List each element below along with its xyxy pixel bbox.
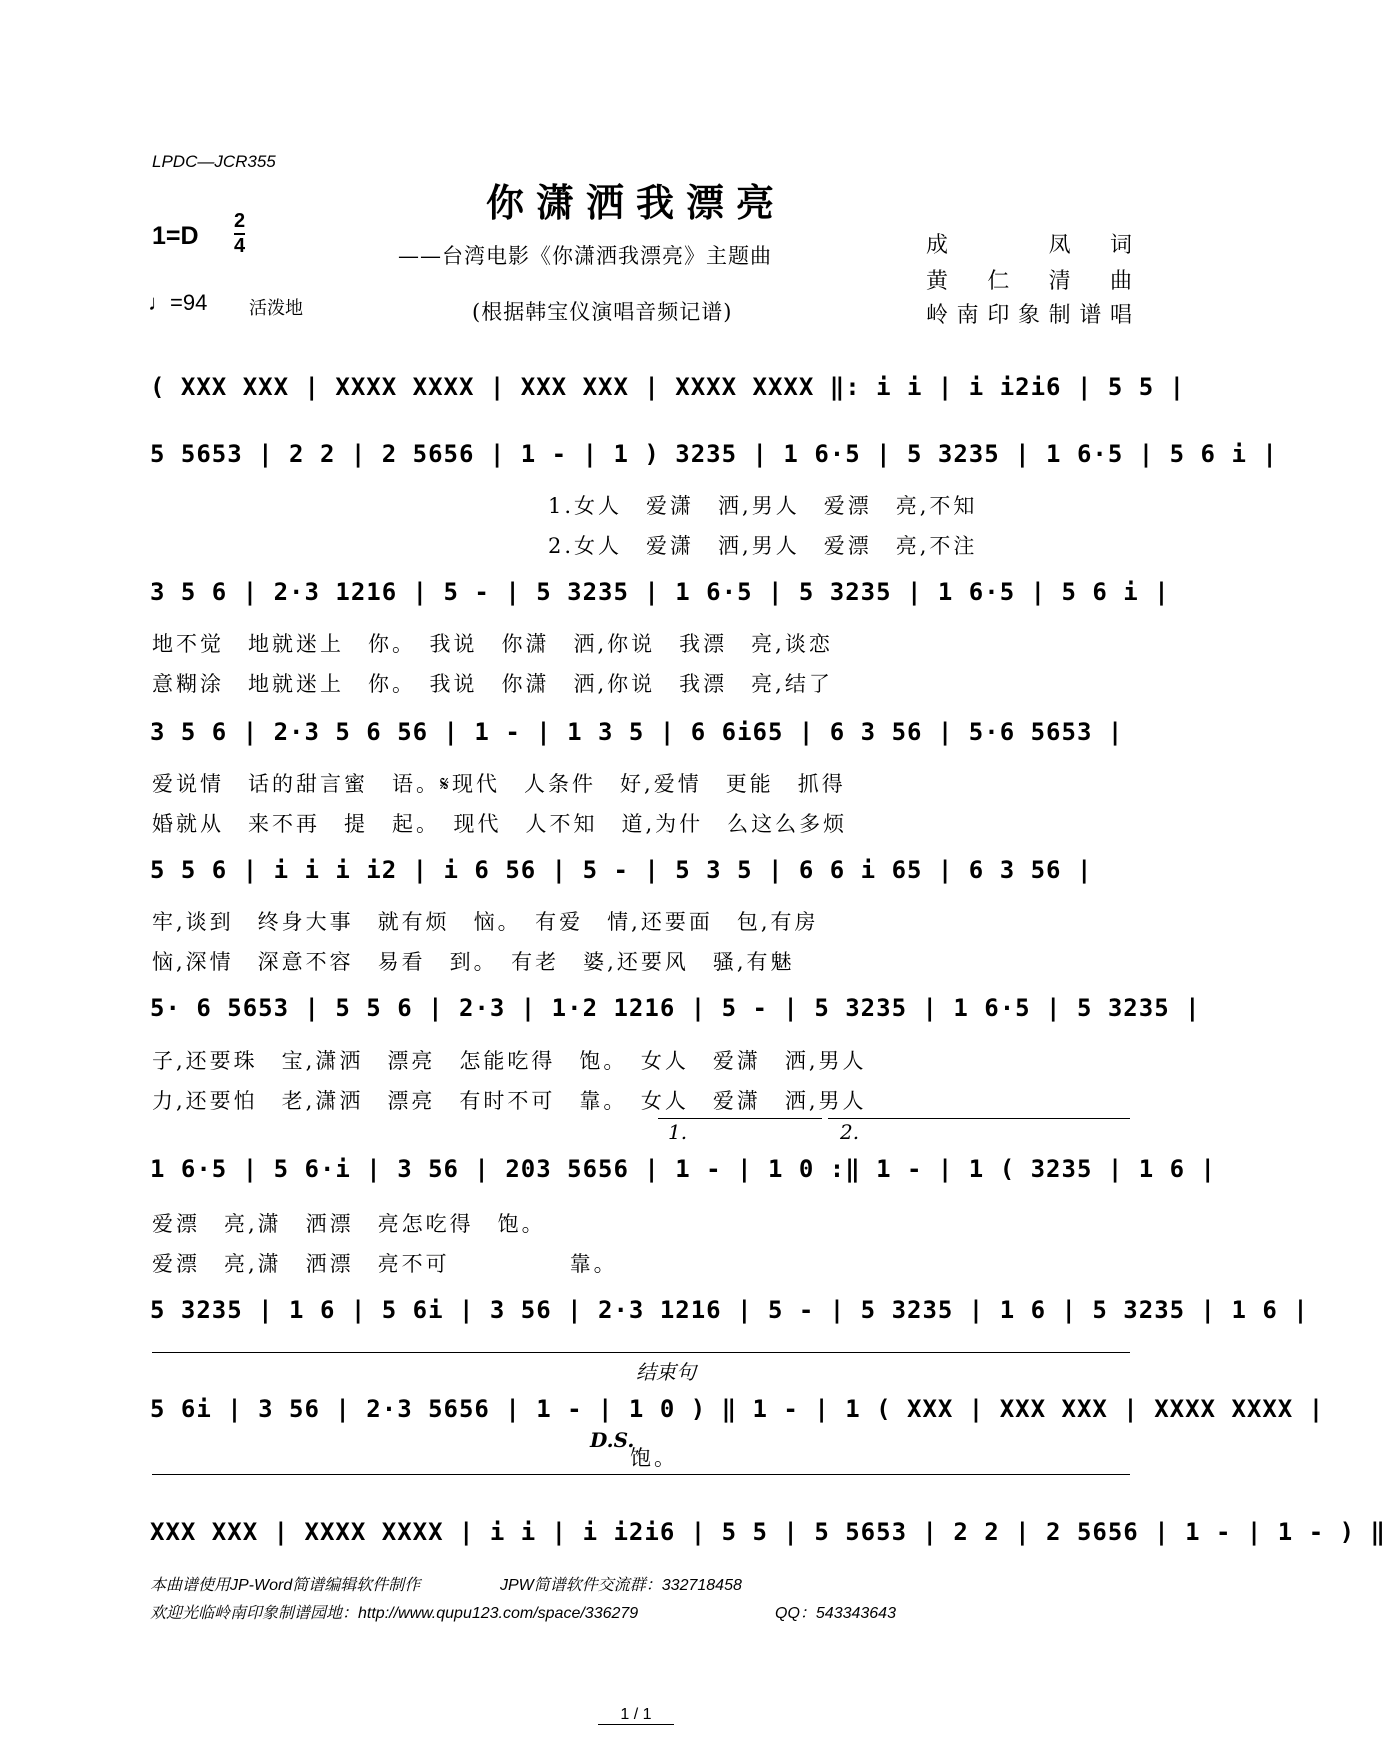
volta-1-label: 1. xyxy=(668,1120,688,1144)
score-system-8: 5 3235 | 1 6 | 5 6i | 3 56 | 2·3 1216 | 5 - | 5 3235 | 1 6 | 5 3235 | 1 6 | xyxy=(150,1296,1309,1324)
source-note: (根据韩宝仪演唱音频记谱) xyxy=(472,300,733,324)
key-signature: 1=D xyxy=(152,222,199,250)
lyric-line: 地不觉 地就迷上 你。 我说 你潇 洒,你说 我漂 亮,谈恋 xyxy=(152,632,833,656)
score-system-7: 1 6·5 | 5 6·i | 3 56 | 203 5656 | 1 - | 1 0 :‖ 1 - | 1 ( 3235 | 1 6 | xyxy=(150,1155,1216,1183)
lyric-line: 爱说情 话的甜言蜜 语。𝄋现代 人条件 好,爱情 更能 抓得 xyxy=(152,772,846,796)
ds-label: D.S. xyxy=(590,1428,635,1452)
footer-qq: QQ：543343643 xyxy=(775,1605,896,1622)
time-signature xyxy=(234,212,245,256)
lyric-line: 意糊涂 地就迷上 你。 我说 你潇 洒,你说 我漂 亮,结了 xyxy=(152,672,833,696)
lyric-line: 力,还要怕 老,潇洒 漂亮 有时不可 靠。 女人 爱潇 洒,男人 xyxy=(152,1089,867,1113)
score-system-6: 5· 6 5653 | 5 5 6 | 2·3 | 1·2 1216 | 5 - | 5 3235 | 1 6·5 | 5 3235 | xyxy=(150,994,1201,1022)
tempo-mark: ♩=94 xyxy=(148,290,208,315)
score-code: LPDC—JCR355 xyxy=(152,152,276,171)
volta-2-label: 2. xyxy=(840,1120,860,1144)
footer-software: 本曲谱使用JP-Word简谱编辑软件制作 xyxy=(150,1577,421,1594)
volta-bracket-2 xyxy=(828,1118,1130,1119)
lyric-line-verse1: 1.女人 爱潇 洒,男人 爱漂 亮,不知 xyxy=(548,494,978,518)
score-system-10: XXX XXX | XXXX XXXX | i i | i i2i6 | 5 5 | 5 5653 | 2 2 | 2 5656 | 1 - | 1 - ) ‖ xyxy=(150,1518,1386,1546)
engraver-credit: 岭南印象制谱唱 xyxy=(926,303,1132,328)
page-number: 1 / 1 xyxy=(0,1706,1272,1725)
ending-label: 结束句 xyxy=(636,1360,696,1384)
lyric-line: 爱漂 亮,潇 洒漂 亮怎吃得 饱。 xyxy=(152,1212,546,1236)
lyric-line: 子,还要珠 宝,潇洒 漂亮 怎能吃得 饱。 女人 爱潇 洒,男人 xyxy=(152,1049,867,1073)
lyricist-credit: 成 凤词 xyxy=(926,233,1132,258)
expression-mark: 活泼地 xyxy=(249,298,303,318)
lyric-line: 牢,谈到 终身大事 就有烦 恼。 有爱 情,还要面 包,有房 xyxy=(152,910,819,934)
volta-bracket-1 xyxy=(658,1118,822,1119)
system-divider xyxy=(152,1352,1130,1353)
lyric-line: 爱漂 亮,潇 洒漂 亮不可 靠。 xyxy=(152,1252,618,1276)
score-system-9: 5 6i | 3 56 | 2·3 5656 | 1 - | 1 0 ) ‖ 1 - | 1 ( XXX | XXX XXX | XXXX XXXX | xyxy=(150,1395,1325,1423)
lyric-line: 恼,深情 深意不容 易看 到。 有老 婆,还要风 骚,有魅 xyxy=(152,950,795,974)
score-system-1: ( XXX XXX | XXXX XXXX | XXX XXX | XXXX XXXX ‖: i i | i i2i6 | 5 5 | xyxy=(150,373,1186,401)
ending-lyric: 饱。 xyxy=(630,1446,678,1470)
composer-credit: 黄仁清曲 xyxy=(926,269,1132,294)
song-title: 你潇洒我漂亮 xyxy=(485,180,786,225)
score-system-4: 3 5 6 | 2·3 5 6 56 | 1 - | 1 3 5 | 6 6i65 | 6 3 56 | 5·6 5653 | xyxy=(150,718,1124,746)
footer-group: JPW简谱软件交流群：332718458 xyxy=(500,1577,742,1594)
system-divider xyxy=(152,1474,1130,1475)
lyric-line: 婚就从 来不再 提 起。 现代 人不知 道,为什 么这么多烦 xyxy=(152,812,848,836)
score-system-3: 3 5 6 | 2·3 1216 | 5 - | 5 3235 | 1 6·5 | 5 3235 | 1 6·5 | 5 6 i | xyxy=(150,578,1170,606)
score-system-2: 5 5653 | 2 2 | 2 5656 | 1 - | 1 ) 3235 | 1 6·5 | 5 3235 | 1 6·5 | 5 6 i | xyxy=(150,440,1278,468)
meter-numerator: 2 xyxy=(234,210,246,232)
footer-website[interactable]: 欢迎光临岭南印象制谱园地：http://www.qupu123.com/space/336279 xyxy=(150,1605,639,1622)
lyric-line-verse2: 2.女人 爱潇 洒,男人 爱漂 亮,不注 xyxy=(548,534,978,558)
subtitle: ——台湾电影《你潇洒我漂亮》主题曲 xyxy=(398,244,772,268)
score-system-5: 5 5 6 | i i i i2 | i 6 56 | 5 - | 5 3 5 | 6 6 i 65 | 6 3 56 | xyxy=(150,856,1093,884)
meter-denominator: 4 xyxy=(234,235,246,257)
